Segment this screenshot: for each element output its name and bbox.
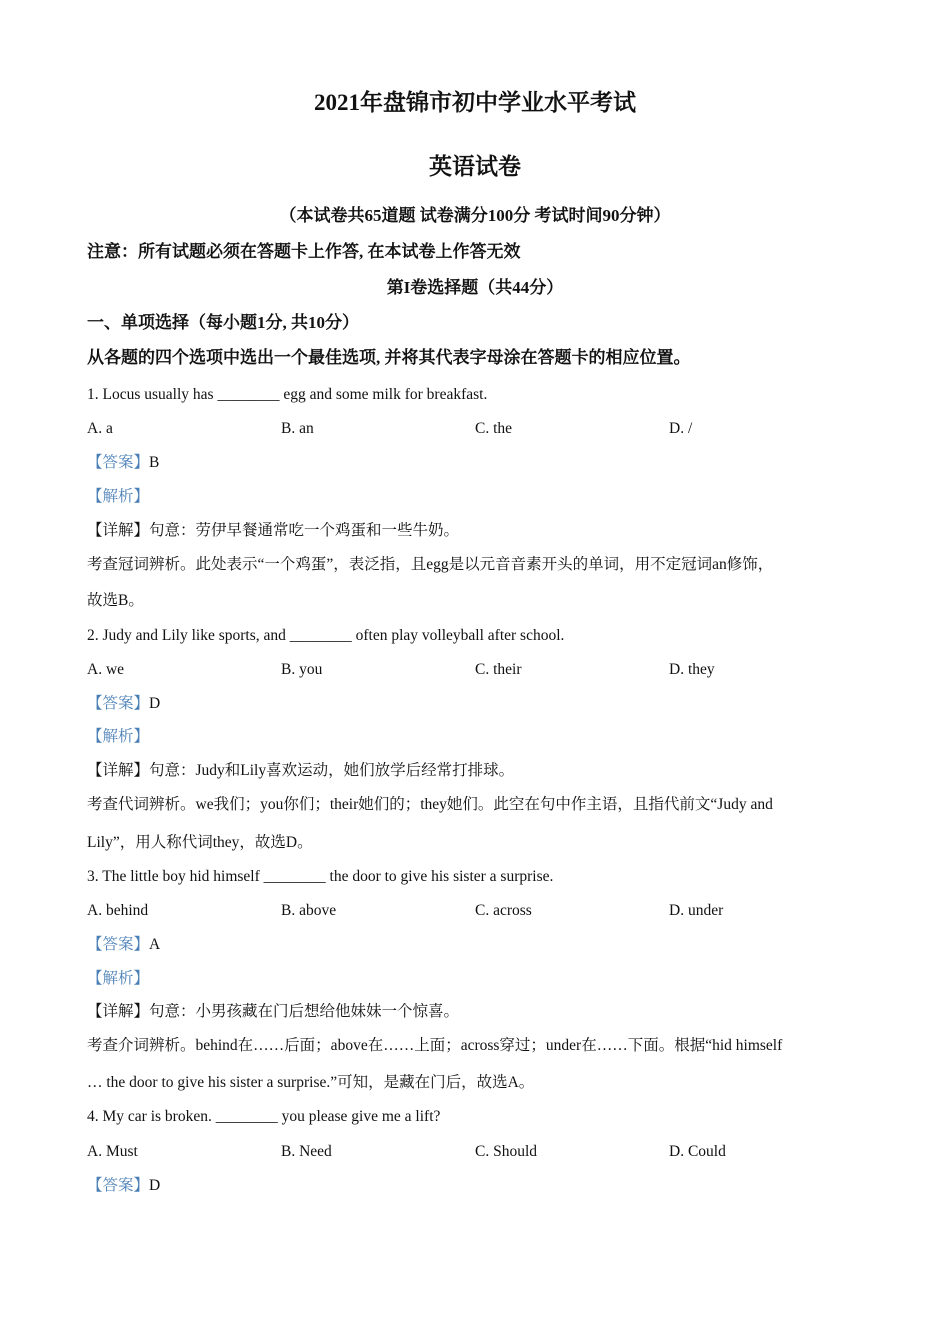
answer-value: D bbox=[149, 1177, 161, 1194]
option-c: C. the bbox=[475, 420, 513, 437]
answer-tag: 【答案】 bbox=[87, 936, 150, 953]
answer-value: B bbox=[149, 454, 160, 471]
option-a: A. behind bbox=[87, 902, 149, 919]
question-stem: 4. My car is broken. ________ you please give me a lift? bbox=[87, 1108, 441, 1125]
detail-line: 【详解】句意：劳伊早餐通常吃一个鸡蛋和一些牛奶。 bbox=[87, 522, 460, 539]
answer-tag: 【答案】 bbox=[87, 695, 150, 712]
exam-title: 2021年盘锦市初中学业水平考试 bbox=[314, 90, 636, 115]
option-b: B. above bbox=[281, 902, 337, 919]
explanation-line: Lily”，用人称代词they，故选D。 bbox=[87, 834, 313, 851]
explanation-line: 故选B。 bbox=[87, 592, 144, 609]
answer-value: D bbox=[149, 695, 161, 712]
option-a: A. Must bbox=[87, 1143, 138, 1160]
question-stem: 2. Judy and Lily like sports, and ________ often play volleyball after school. bbox=[87, 627, 565, 644]
section-instruction: 从各题的四个选项中选出一个最佳选项, 并将其代表字母涂在答题卡的相应位置。 bbox=[87, 348, 691, 367]
part-heading: 第I卷选择题（共44分） bbox=[386, 278, 564, 297]
explanation-line: 考查介词辨析。behind在……后面；above在……上面；across穿过；under在……下面。根据“hid himself bbox=[87, 1037, 783, 1054]
answer-line bbox=[87, 694, 160, 714]
option-a: A. a bbox=[87, 420, 113, 437]
explanation-line: 考查代词辨析。we我们；you你们；their她们的；they她们。此空在句中作主语，且指代前文“Judy and bbox=[87, 796, 773, 813]
analysis-tag: 【解析】 bbox=[87, 970, 150, 987]
option-c: C. their bbox=[475, 661, 522, 678]
analysis-tag: 【解析】 bbox=[87, 728, 150, 745]
exam-notice: 注意：所有试题必须在答题卡上作答, 在本试卷上作答无效 bbox=[87, 242, 521, 261]
option-b: B. you bbox=[281, 661, 323, 678]
answer-line bbox=[87, 1176, 160, 1196]
option-c: C. across bbox=[475, 902, 532, 919]
option-d: D. Could bbox=[669, 1143, 726, 1160]
answer-value: A bbox=[149, 936, 161, 953]
detail-line: 【详解】句意：Judy和Lily喜欢运动，她们放学后经常打排球。 bbox=[87, 762, 515, 779]
option-d: D. under bbox=[669, 902, 724, 919]
detail-line: 【详解】句意：小男孩藏在门后想给他妹妹一个惊喜。 bbox=[87, 1003, 460, 1020]
exam-info: （本试卷共65道题 试卷满分100分 考试时间90分钟） bbox=[279, 206, 671, 225]
question-stem: 3. The little boy hid himself ________ the door to give his sister a surprise. bbox=[87, 868, 554, 885]
analysis-tag: 【解析】 bbox=[87, 488, 150, 505]
option-b: B. Need bbox=[281, 1143, 332, 1160]
option-b: B. an bbox=[281, 420, 314, 437]
option-d: D. they bbox=[669, 661, 715, 678]
answer-tag: 【答案】 bbox=[87, 1177, 150, 1194]
section-heading: 一、单项选择（每小题1分, 共10分） bbox=[87, 313, 359, 332]
explanation-line: … the door to give his sister a surprise.”可知，是藏在门后，故选A。 bbox=[87, 1074, 535, 1091]
option-d: D. / bbox=[669, 420, 693, 437]
answer-line bbox=[87, 453, 159, 473]
option-c: C. Should bbox=[475, 1143, 538, 1160]
explanation-line: 考查冠词辨析。此处表示“一个鸡蛋”，表泛指，且egg是以元音音素开头的单词，用不定冠词an修饰， bbox=[87, 556, 774, 573]
question-stem: 1. Locus usually has ________ egg and some milk for breakfast. bbox=[87, 386, 488, 403]
option-a: A. we bbox=[87, 661, 125, 678]
answer-tag: 【答案】 bbox=[87, 454, 150, 471]
answer-line bbox=[87, 935, 160, 955]
exam-subtitle: 英语试卷 bbox=[429, 154, 521, 179]
